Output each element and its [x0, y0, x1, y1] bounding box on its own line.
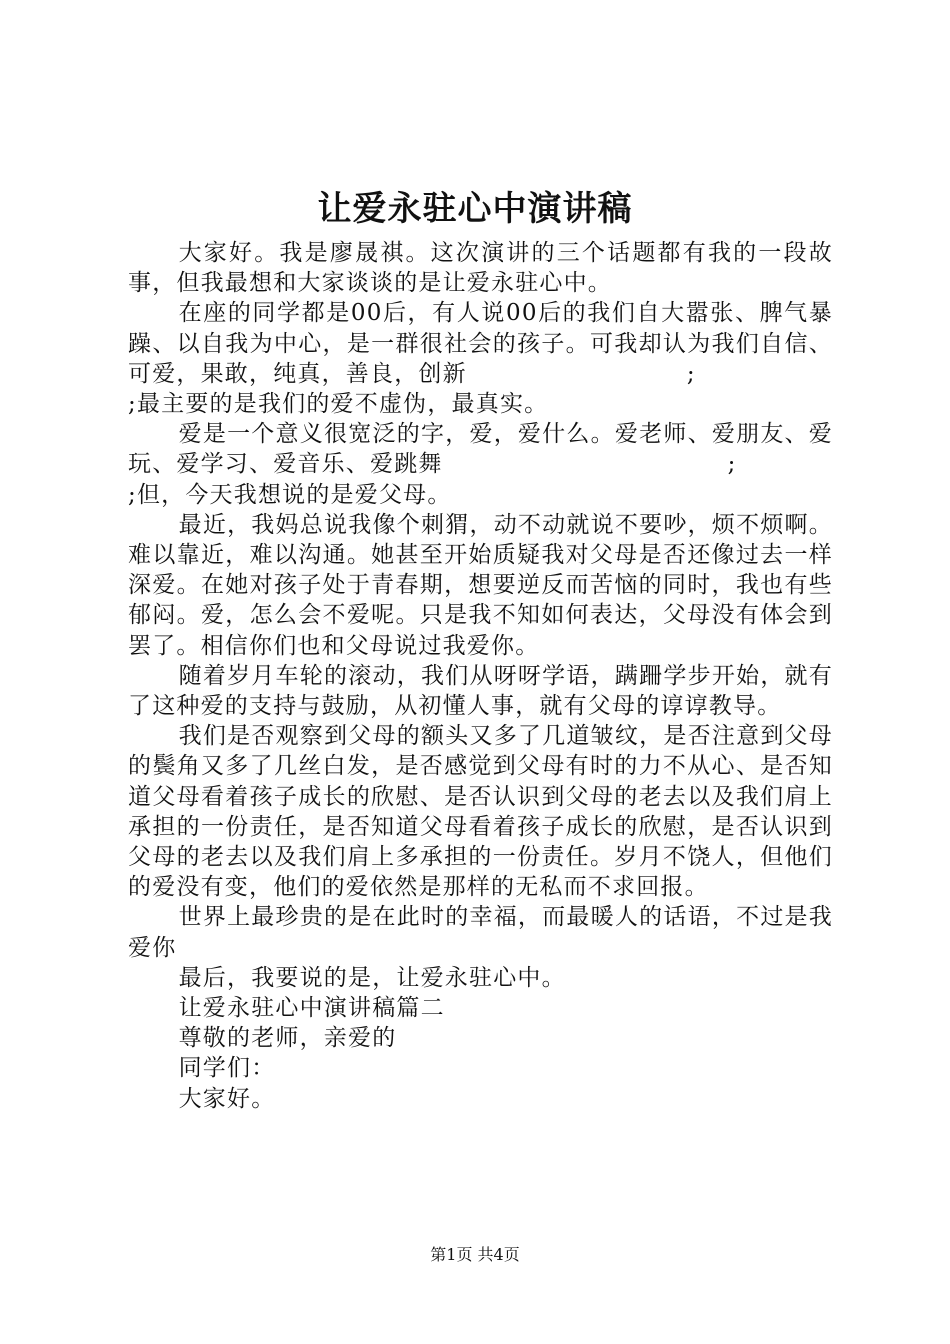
paragraph-part-two-title: 让爱永驻心中演讲稿篇二: [178, 995, 445, 1022]
semicolon-mark: ;: [686, 360, 696, 387]
document-body: [128, 238, 833, 1114]
paragraph-greeting: 大家好。我是廖晟祺。这次演讲的三个话题都有我的一段故事，但我最想和大家谈谈的是让爱永驻心中。: [128, 240, 833, 297]
paragraph-hello: 大家好。: [178, 1085, 276, 1112]
paragraph-love-parents: ;但，今天我想说的是爱父母。: [128, 481, 452, 508]
paragraph-post-00s-text: 在座的同学都是00后，有人说00后的我们自大嚣张、脾气暴躁、以自我为中心，是一群很社会的孩子。可我却认为我们自信、可爱，果敢，纯真，善良，创新: [128, 300, 833, 387]
paragraph-salutation-teachers: 尊敬的老师，亲爱的: [178, 1025, 397, 1052]
paragraph-most-important: ;最主要的是我们的爱不虚伪，最真实。: [128, 391, 549, 418]
paragraph-post-00s: [128, 298, 833, 389]
paragraph-love-meaning: [128, 419, 833, 479]
paragraph-love-meaning-text: 爱是一个意义很宽泛的字，爱，爱什么。爱老师、爱朋友、爱玩、爱学习、爱音乐、爱跳舞: [128, 421, 833, 478]
paragraph-salutation-students: 同学们：: [178, 1055, 276, 1082]
paragraph-closing: 最后，我要说的是，让爱永驻心中。: [178, 964, 566, 991]
paragraph-wrinkles: 我们是否观察到父母的额头又多了几道皱纹，是否注意到父母的鬓角又多了几丝白发，是否感觉到父母有时的力不从心、是否知道父母看着孩子成长的欣慰、是否认识到父母的老去以及我们肩上承担的一份责任，是否知道父母看着孩子成长的欣慰，是否认识到父母的老去以及我们肩上多承担的一份责任。岁月不饶人，但他们的爱没有变，他们的爱依然是那样的无私而不求回报。: [128, 723, 833, 901]
paragraph-years: 随着岁月车轮的滚动，我们从呀呀学语，蹒跚学步开始，就有了这种爱的支持与鼓励，从初懂人事，就有父母的谆谆教导。: [128, 662, 833, 720]
page-number-footer: 第1页 共4页: [430, 1245, 520, 1264]
document-title: 让爱永驻心中演讲稿: [317, 189, 633, 229]
semicolon-mark-2: ;: [727, 451, 737, 478]
paragraph-mother: 最近，我妈总说我像个刺猬，动不动就说不要吵，烦不烦啊。难以靠近，难以沟通。她甚至开始质疑我对父母是否还像过去一样深爱。在她对孩子处于青春期，想要逆反而苦恼的同时，我也有些郁闷。爱，怎么会不爱呢。只是我不知如何表达，父母没有体会到罢了。相信你们也和父母说过我爱你。: [128, 511, 833, 659]
paragraph-most-precious: 世界上最珍贵的是在此时的幸福，而最暖人的话语，不过是我爱你: [128, 904, 833, 961]
